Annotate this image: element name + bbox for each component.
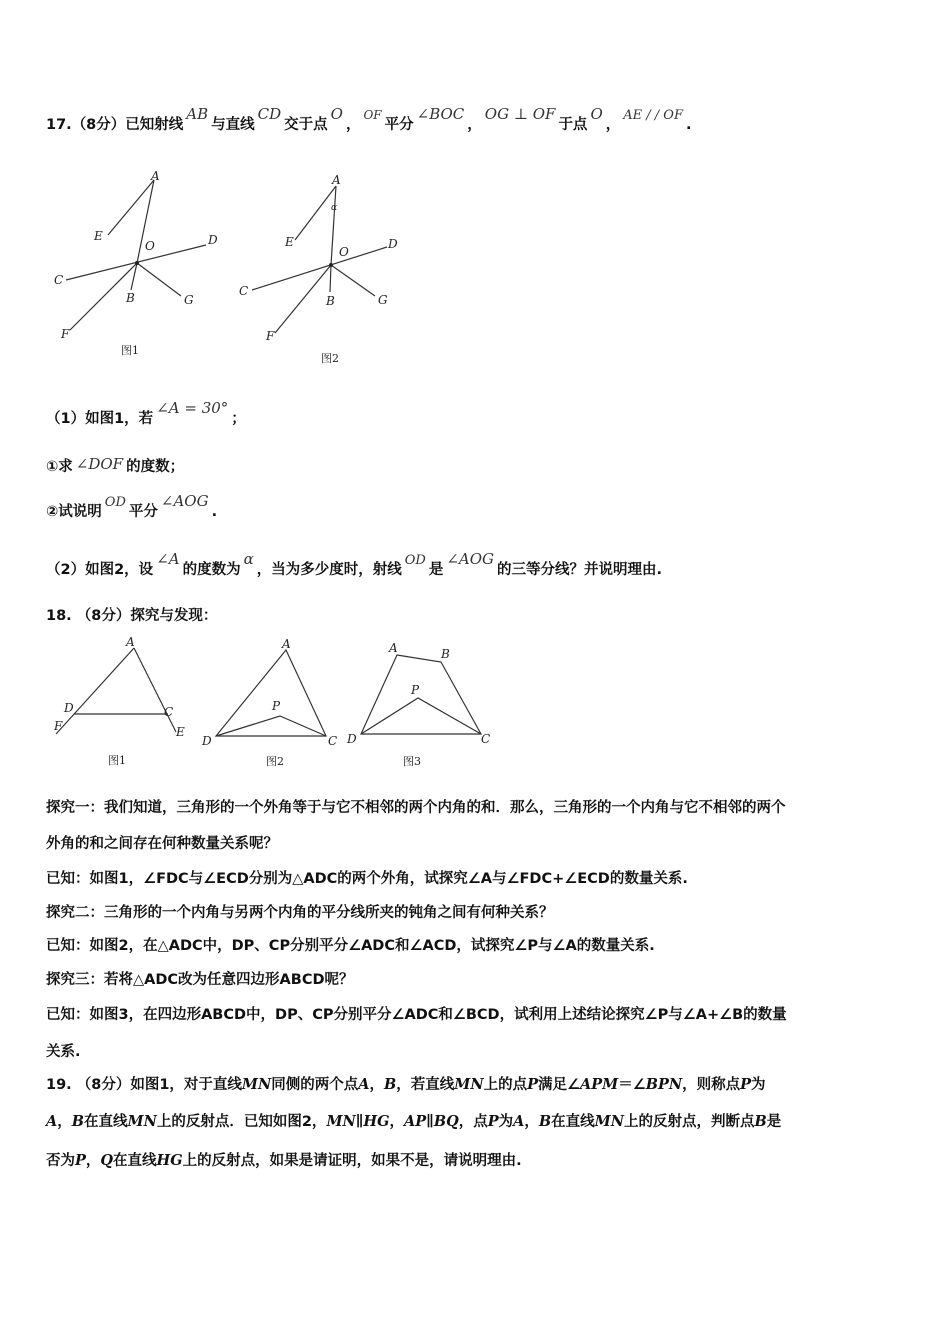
svg-text:O: O (339, 245, 349, 259)
svg-text:A: A (282, 637, 291, 651)
svg-text:P: P (411, 683, 420, 697)
svg-text:P: P (272, 699, 281, 713)
svg-text:D: D (388, 237, 398, 251)
svg-text:G: G (184, 293, 194, 307)
q18-figure-2 (198, 630, 348, 775)
q17-part1a: ①求 ∠DOF 的度数； (46, 455, 185, 475)
q19-line-3: 否为P，Q在直线HG上的反射点，如果是请证明，如果不是，请说明理由. (46, 1152, 522, 1169)
q17-figure-1 (46, 168, 236, 368)
svg-text:F: F (266, 329, 275, 343)
svg-text:A: A (126, 635, 135, 649)
svg-text:C: C (239, 284, 249, 298)
svg-text:A: A (151, 169, 160, 183)
q18-line-7: 已知：如图3，在四边形ABCD中，DP、CP分别平分∠ADC和∠BCD，试利用上述结论探究∠P与∠A+∠B的数量 (46, 1007, 787, 1023)
math-cd: CD (257, 105, 282, 123)
svg-text:C: C (481, 732, 491, 746)
svg-text:图3: 图3 (403, 755, 421, 768)
q18-figure-3 (343, 630, 503, 775)
svg-text:D: D (208, 233, 218, 247)
q18-line-1: 探究一：我们知道，三角形的一个外角等于与它不相邻的两个内角的和．那么，三角形的一个内角与它不相邻的两个 (46, 800, 786, 816)
svg-text:O: O (145, 239, 155, 253)
svg-text:F: F (54, 719, 63, 733)
svg-text:B: B (126, 291, 135, 305)
svg-text:E: E (94, 229, 103, 243)
q19-line-1: 19. （8分）如图1，对于直线MN同侧的两个点A，B，若直线MN上的点P满足∠APM＝∠BPN，则称点P为 (46, 1076, 766, 1093)
svg-text:B: B (326, 294, 335, 308)
svg-text:D: D (347, 732, 357, 746)
svg-text:α: α (331, 203, 338, 213)
q18-line-2: 外角的和之间存在何种数量关系呢？ (46, 836, 278, 852)
svg-text:图1: 图1 (121, 344, 139, 357)
svg-text:G: G (378, 293, 388, 307)
svg-text:A: A (389, 641, 398, 655)
svg-text:C: C (328, 734, 338, 748)
q17-part1b: ②试说明OD平分∠AOG. (46, 492, 218, 520)
svg-text:E: E (176, 725, 185, 739)
svg-text:图1: 图1 (108, 754, 126, 767)
math-ab: AB (186, 105, 209, 123)
q17-figure-2 (232, 168, 412, 368)
q19-line-2: A，B在直线MN上的反射点．已知如图2，MN∥HG，AP∥BQ，点P为A，B在直线MN上的反射点，判断点B是 (46, 1113, 782, 1130)
q18-line-5: 已知：如图2，在△ADC中，DP、CP分别平分∠ADC和∠ACD，试探究∠P与∠A的数量关系. (46, 938, 655, 954)
q17-part1: （1）如图1，若∠A = 30°； (46, 399, 246, 427)
svg-text:图2: 图2 (321, 352, 339, 365)
svg-text:A: A (332, 173, 341, 187)
q18-heading: 18. （8分）探究与发现： (46, 608, 218, 624)
q17-statement: 17.（8分）已知射线AB与直线CD交于点O，$^{OF}$平分∠BOC，OG ⊥ OF于点O，AE / / OF. (46, 105, 692, 133)
svg-text:C: C (54, 273, 64, 287)
q18-line-8: 关系. (46, 1044, 81, 1060)
svg-text:C: C (164, 705, 174, 719)
svg-text:图2: 图2 (266, 755, 284, 768)
q18-line-4: 探究二：三角形的一个内角与另两个内角的平分线所夹的钝角之间有何种关系？ (46, 905, 554, 921)
q17-part2: （2）如图2，设∠A的度数为α，当为多少度时，射线OD是∠AOG的三等分线？并说明理由. (46, 550, 663, 578)
q18-line-6: 探究三：若将△ADC改为任意四边形ABCD呢？ (46, 972, 354, 988)
svg-text:D: D (64, 701, 74, 715)
svg-text:D: D (202, 734, 212, 748)
svg-text:E: E (285, 235, 294, 249)
svg-text:F: F (61, 327, 70, 341)
q18-line-3: 已知：如图1，∠FDC与∠ECD分别为△ADC的两个外角，试探究∠A与∠FDC+∠ECD的数量关系. (46, 871, 688, 887)
svg-text:B: B (441, 647, 450, 661)
q18-figure-1 (46, 630, 206, 775)
